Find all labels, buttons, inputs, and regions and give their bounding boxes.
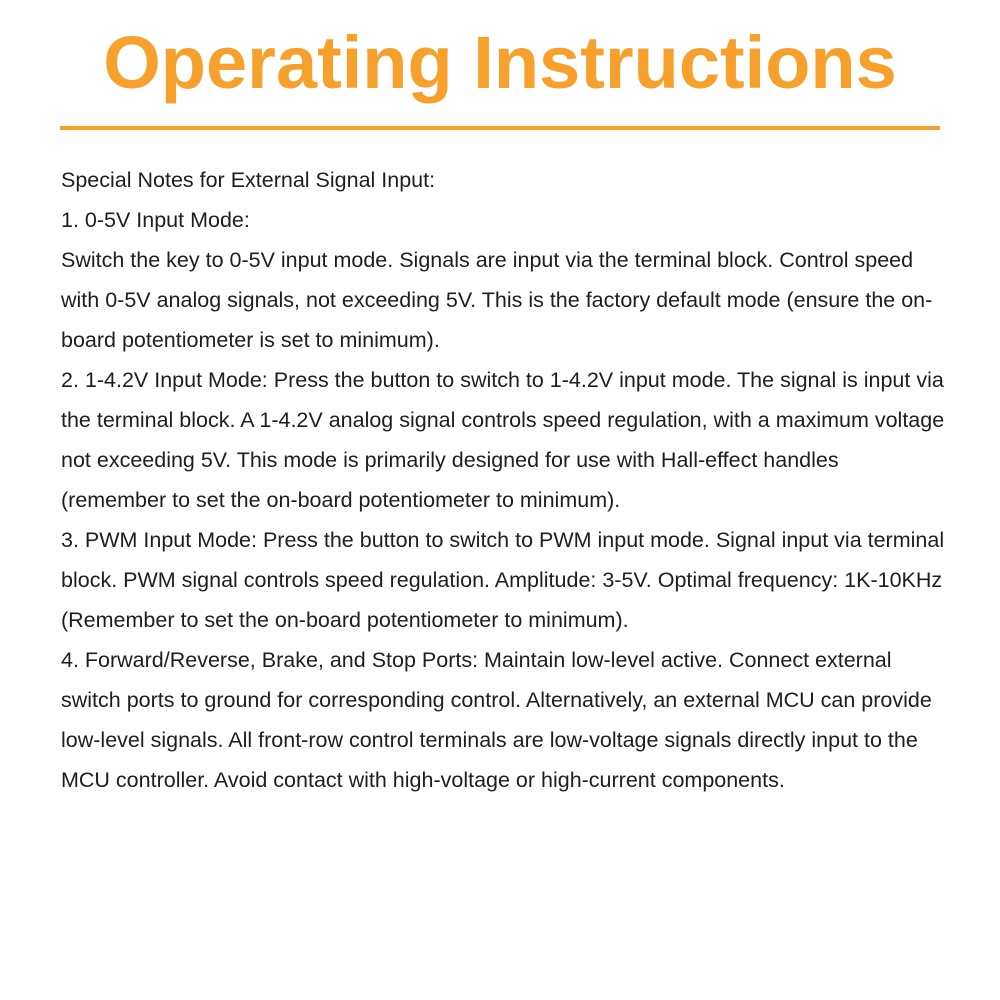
mode-2-description: 2. 1-4.2V Input Mode: Press the button to switch to 1-4.2V input mode. The signal is input via the terminal block. A 1-4.2V analog signal controls speed regulation, with a maximum voltage not exceeding 5V. This mode is primarily designed for use with Hall-effect handles (remember to set the on-board potentiometer to minimum). — [61, 368, 945, 512]
mode-4-description: 4. Forward/Reverse, Brake, and Stop Ports: Maintain low-level active. Connect external switch ports to ground for corresponding control. Alternatively, an external MCU can provide low-level signals. All front-row control terminals are low-voltage signals directly input to the MCU controller. Avoid contact with high-voltage or high-current components. — [61, 648, 932, 792]
mode-1-heading: 1. 0-5V Input Mode: — [61, 208, 250, 232]
instructions-body — [61, 160, 946, 800]
mode-1-description: Switch the key to 0-5V input mode. Signals are input via the terminal block. Control speed with 0-5V analog signals, not exceeding 5V. This is the factory default mode (ensure the on-board potentiometer is set to minimum). — [61, 248, 933, 352]
title-divider — [60, 126, 940, 130]
intro-note: Special Notes for External Signal Input: — [61, 168, 436, 192]
mode-3-description: 3. PWM Input Mode: Press the button to switch to PWM input mode. Signal input via terminal block. PWM signal controls speed regulation. Amplitude: 3-5V. Optimal frequency: 1K-10KHz (Remember to set the on-board potentiometer to minimum). — [61, 528, 945, 632]
page-title: Operating Instructions — [103, 21, 897, 104]
